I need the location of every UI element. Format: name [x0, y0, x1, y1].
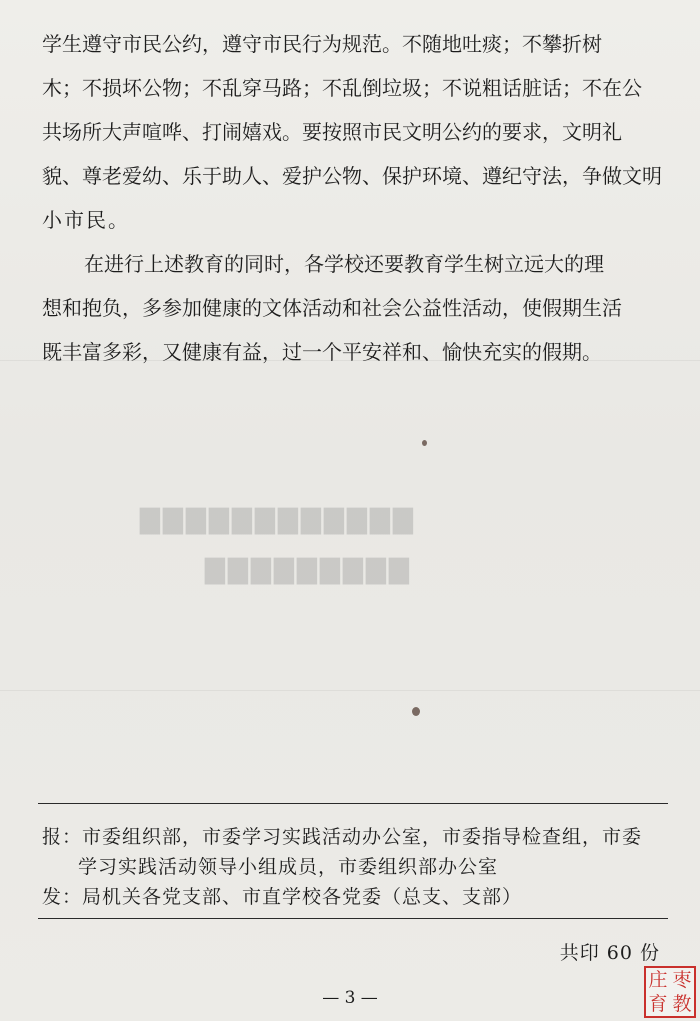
bottom-rule	[38, 918, 668, 919]
body-line: 在进行上述教育的同时，各学校还要教育学生树立远大的理	[84, 252, 604, 276]
print-count: 共印 60 份	[559, 942, 660, 964]
body-line: 共场所大声喧哗、打闹嬉戏。要按照市民文明公约的要求，文明礼	[42, 120, 622, 144]
top-rule	[38, 803, 668, 804]
paper-crease	[0, 690, 700, 691]
report-to-line-continued: 学习实践活动领导小组成员，市委组织部办公室	[78, 856, 499, 878]
body-line: 学生遵守市民公约，遵守市民行为规范。不随地吐痰；不攀折树	[42, 32, 602, 56]
body-line: 木；不损坏公物；不乱穿马路；不乱倒垃圾；不说粗话脏话；不在公	[42, 76, 642, 100]
ink-speck	[412, 707, 420, 716]
seal-char: 枣	[672, 969, 692, 991]
bleed-through-title: ▇▇▇▇▇▇▇▇▇	[205, 555, 412, 585]
send-to-line: 发：局机关各党支部、市直学校各党委（总支、支部）	[42, 886, 523, 908]
seal-char: 育	[648, 993, 668, 1015]
body-line: 貌、尊老爱幼、乐于助人、爱护公物、保护环境、遵纪守法，争做文明	[42, 164, 662, 188]
red-seal-logo	[644, 966, 696, 1018]
seal-char: 庄	[648, 969, 668, 991]
seal-char: 教	[672, 993, 692, 1015]
body-line: 既丰富多彩，又健康有益，过一个平安祥和、愉快充实的假期。	[42, 340, 602, 364]
ink-speck	[422, 440, 427, 446]
report-to-line: 报：市委组织部，市委学习实践活动办公室，市委指导检查组，市委	[42, 826, 643, 848]
page-number: — 3 —	[322, 988, 378, 1008]
body-line: 小市民。	[42, 208, 130, 232]
bleed-through-title: ▇▇▇▇▇▇▇▇▇▇▇▇	[140, 505, 416, 535]
body-line: 想和抱负，多参加健康的文体活动和社会公益性活动，使假期生活	[42, 296, 622, 320]
